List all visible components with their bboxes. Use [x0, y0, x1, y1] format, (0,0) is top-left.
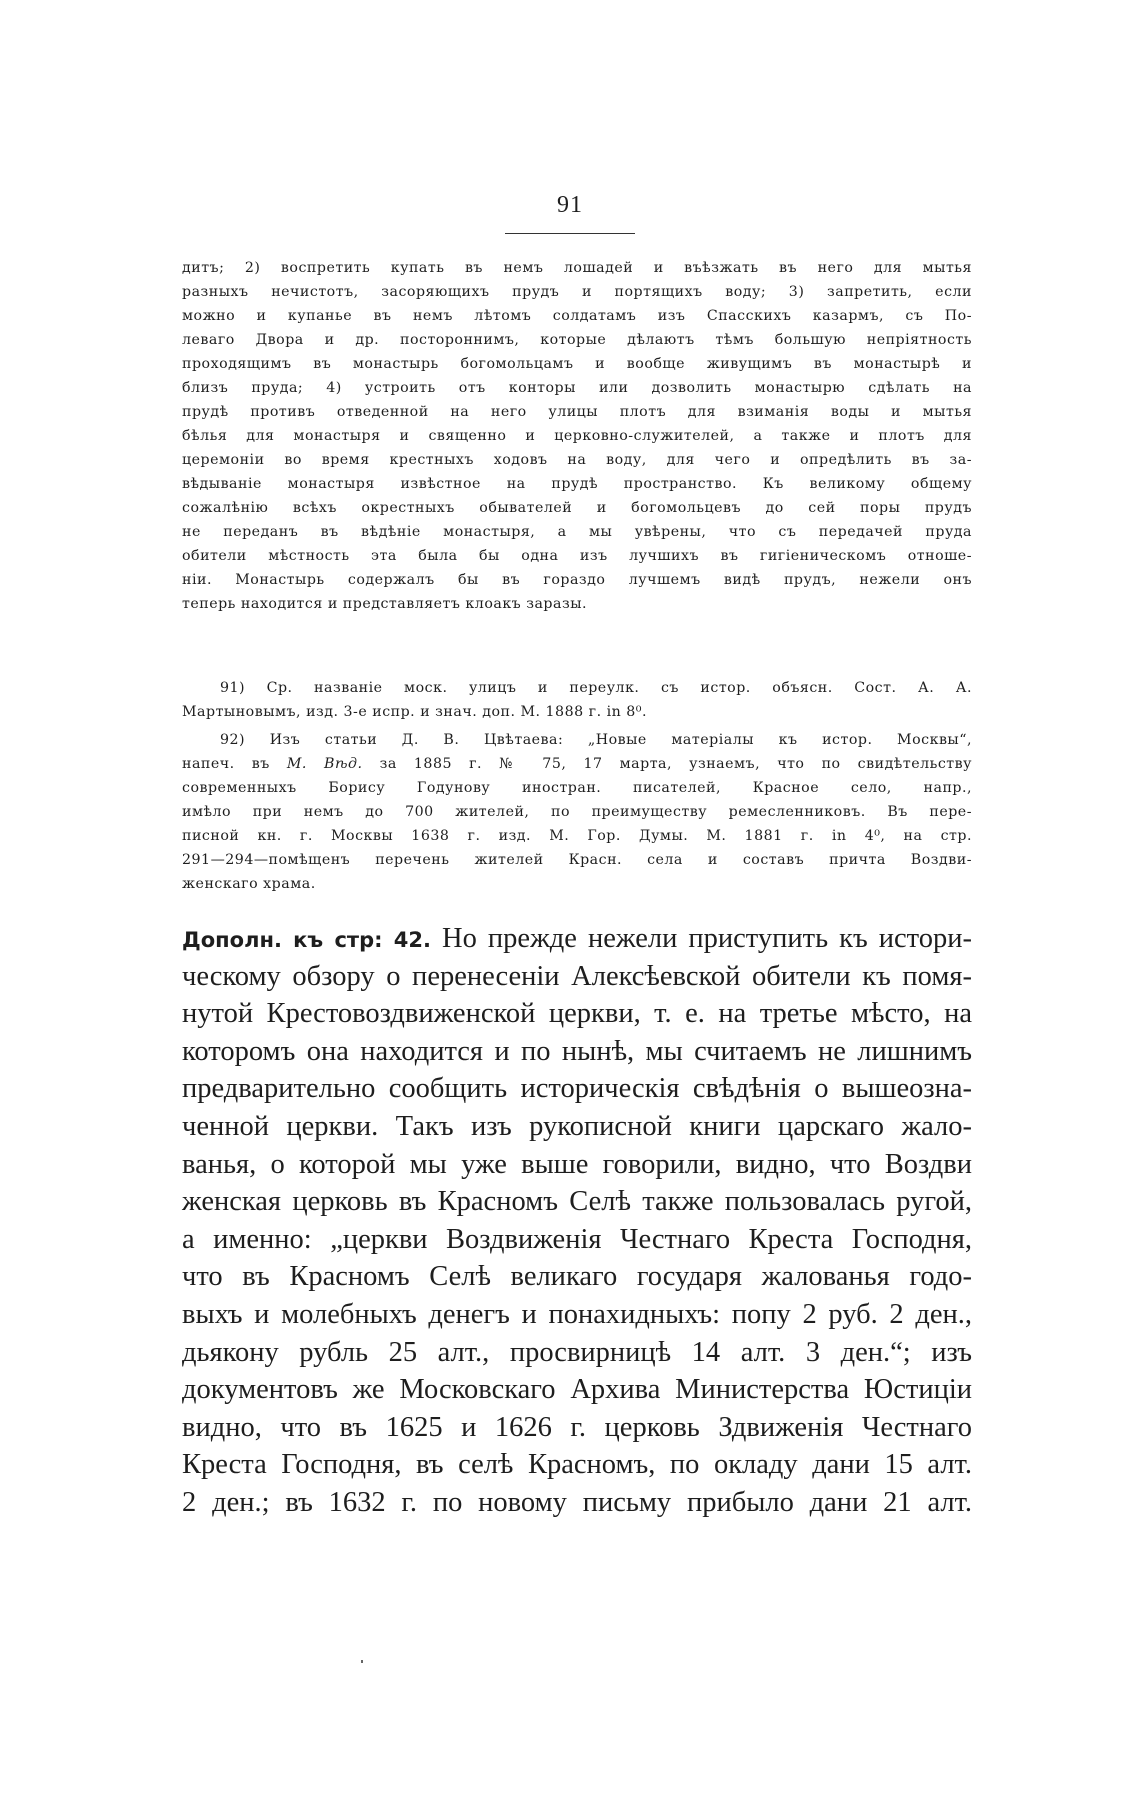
- footnote-92: [182, 728, 972, 896]
- footnote-line: [182, 752, 972, 776]
- addendum-line: нутой Крестовоздвиженской церкви, т. е. на третье мѣсто, на: [182, 998, 972, 1030]
- text-line: проходящимъ въ монастырь богомольцамъ и вообще живущимъ въ монастырѣ и: [182, 356, 972, 372]
- addendum-line: а именно: „церкви Воздвиженія Честнаго Креста Господня,: [182, 1223, 972, 1255]
- newspaper-title: М. Вѣд.: [286, 756, 363, 772]
- footnote-line: [182, 728, 972, 752]
- main-paragraph: [182, 256, 972, 616]
- footnote-marker: 91): [220, 680, 246, 696]
- page-number-rule: [505, 233, 635, 234]
- addendum-line: видно, что въ 1625 и 1626 г. церковь Здвиженія Честнаго: [182, 1411, 972, 1443]
- text-line: церемоніи во время крестныхъ ходовъ на воду, для чего и опредѣлить въ за-: [182, 452, 972, 468]
- addendum-line: документовъ же Московскаго Архива Министерства Юстиціи: [182, 1374, 972, 1406]
- footnote-91: [182, 676, 972, 724]
- addendum-line: женская церковь въ Красномъ Селѣ также пользовалась ругой,: [182, 1186, 972, 1218]
- margin-speck: [361, 1660, 363, 1663]
- addendum-line: [182, 920, 972, 958]
- addendum-section: [182, 920, 972, 1522]
- footnote-text: Изъ статьи Д. В. Цвѣтаева: „Новые матеріалы къ истор. Москвы“,: [269, 732, 972, 748]
- footnote-text: за 1885 г. № 75, 17 марта, узнаемъ, что по свидѣтельству: [379, 756, 972, 772]
- text-line: сожалѣнію всѣхъ окрестныхъ обывателей и богомольцевъ до сей поры прудъ: [182, 500, 972, 516]
- addendum-line: ческому обзору о перенесеніи Алексѣевской обители къ помя-: [182, 960, 972, 992]
- footnote-line: женскаго храма.: [182, 876, 316, 892]
- text-line: обители мѣстность эта была бы одна изъ лучшихъ въ гигіеническомъ отноше-: [182, 548, 972, 564]
- addendum-text: Но прежде нежели приступить къ истори-: [442, 923, 972, 954]
- addendum-line: 2 ден.; въ 1632 г. по новому письму прибыло дани 21 алт.: [182, 1486, 972, 1518]
- footnote-marker: 92): [220, 732, 246, 748]
- footnote-line: Мартыновымъ, изд. 3-е испр. и знач. доп. М. 1888 г. in 8⁰.: [182, 704, 647, 720]
- addendum-line: предварительно сообщить историческія свѣдѣнія о вышеозна-: [182, 1073, 972, 1105]
- text-line: не переданъ въ вѣдѣніе монастыря, а мы увѣрены, что съ передачей пруда: [182, 524, 972, 540]
- text-line: близъ пруда; 4) устроить отъ конторы или дозволить монастырю сдѣлать на: [182, 380, 972, 396]
- addendum-line: Креста Господня, въ селѣ Красномъ, по окладу дани 15 алт.: [182, 1449, 972, 1481]
- text-line: прудѣ противъ отведенной на него улицы плотъ для взиманія воды и мытья: [182, 404, 972, 420]
- footnote-line: современныхъ Борису Годунову иностран. писателей, Красное село, напр.,: [182, 780, 972, 796]
- footnote-line: [182, 676, 972, 700]
- text-line: ніи. Монастырь содержалъ бы въ гораздо лучшемъ видѣ прудъ, нежели онъ: [182, 572, 972, 588]
- text-line: можно и купанье въ немъ лѣтомъ солдатамъ изъ Спасскихъ казармъ, съ По-: [182, 308, 972, 324]
- footnote-line: писной кн. г. Москвы 1638 г. изд. М. Гор. Думы. М. 1881 г. in 4⁰, на стр.: [182, 828, 972, 844]
- text-line: теперь находится и представляетъ клоакъ заразы.: [182, 596, 587, 612]
- footnote-line: 291—294—помѣщенъ перечень жителей Красн. села и составъ причта Воздви-: [182, 852, 972, 868]
- addendum-heading: Дополн. къ стр: 42.: [182, 928, 431, 952]
- addendum-line: которомъ она находится и по нынѣ, мы считаемъ не лишнимъ: [182, 1035, 972, 1067]
- text-line: бѣлья для монастыря и священно и церковно-служителей, а также и плотъ для: [182, 428, 972, 444]
- addendum-line: ванья, о которой мы уже выше говорили, видно, что Воздви: [182, 1148, 972, 1180]
- footnote-line: имѣло при немъ до 700 жителей, по преимуществу ремесленниковъ. Въ пере-: [182, 804, 972, 820]
- addendum-line: выхъ и молебныхъ денегъ и понахидныхъ: попу 2 руб. 2 ден.,: [182, 1298, 972, 1330]
- addendum-line: дьякону рубль 25 алт., просвирницѣ 14 алт. 3 ден.“; изъ: [182, 1336, 972, 1368]
- footnote-text: напеч. въ: [182, 756, 270, 772]
- page-number: 91: [557, 192, 583, 218]
- text-line: разныхъ нечистотъ, засоряющихъ прудъ и портящихъ воду; 3) запретить, если: [182, 284, 972, 300]
- footnote-text: Ср. названіе моск. улицъ и переулк. съ истор. объясн. Сост. А. А.: [266, 680, 972, 696]
- text-line: дитъ; 2) воспретить купать въ немъ лошадей и въѣзжать въ него для мытья: [182, 260, 972, 276]
- addendum-line: что въ Красномъ Селѣ великаго государя жалованья годо-: [182, 1261, 972, 1293]
- addendum-line: ченной церкви. Такъ изъ рукописной книги царскаго жало-: [182, 1110, 972, 1142]
- text-line: вѣдываніе монастыря извѣстное на прудѣ пространство. Къ великому общему: [182, 476, 972, 492]
- text-line: леваго Двора и др. постороннимъ, которые дѣлаютъ тѣмъ большую непріятность: [182, 332, 972, 348]
